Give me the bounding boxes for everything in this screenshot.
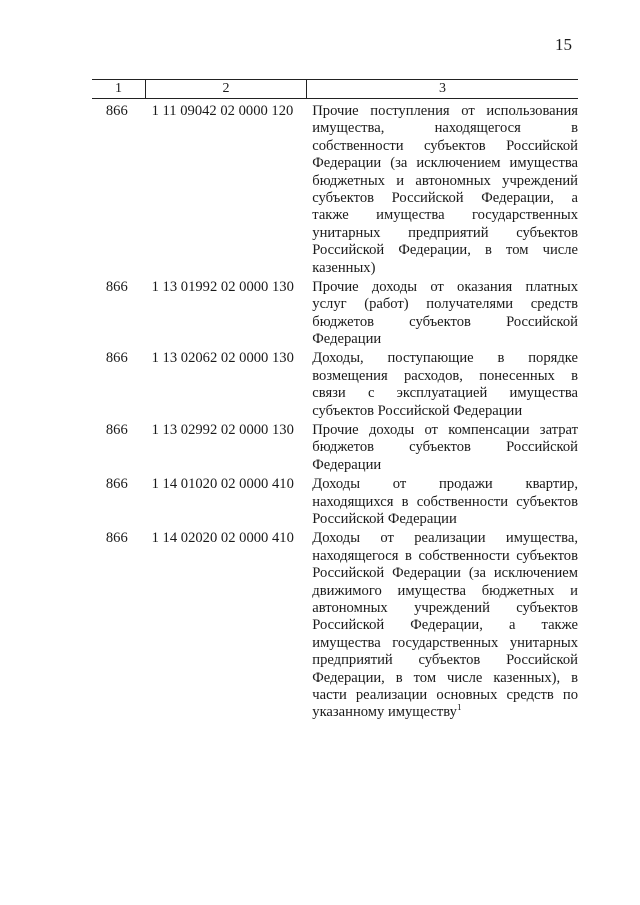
description-text: Российской Федерации, в том числе <box>312 242 578 259</box>
description-line <box>312 138 578 155</box>
footnote-marker: 1 <box>456 704 462 713</box>
description-text: субъектов Российской Федерации <box>312 402 523 419</box>
revenue-code-cell: 1 13 01992 02 0000 130 <box>151 278 294 295</box>
header-col-2: 2 <box>146 80 307 98</box>
description-line <box>312 439 578 456</box>
admin-code-cell: 866 <box>105 476 128 493</box>
revenue-code-cell: 1 14 02020 02 0000 410 <box>151 530 294 547</box>
description-line <box>312 314 578 331</box>
description-cell <box>312 422 578 474</box>
description-text: Федерации <box>312 331 382 348</box>
table-row <box>92 279 578 349</box>
admin-code-cell: 866 <box>105 350 128 367</box>
description-text: Российской Федерации <box>312 510 457 527</box>
admin-code-cell: 866 <box>105 103 128 119</box>
description-line <box>312 457 578 474</box>
description-line <box>312 670 578 687</box>
table-row <box>92 350 578 420</box>
description-text: унитарных предприятий субъектов <box>312 224 578 241</box>
description-cell <box>312 530 578 721</box>
revenue-code-cell: 1 13 02992 02 0000 130 <box>151 422 294 439</box>
description-cell <box>312 279 578 349</box>
description-line <box>312 279 578 296</box>
table-header <box>92 79 578 99</box>
admin-code-cell: 866 <box>105 422 128 439</box>
description-text: бюджетов субъектов Российской <box>312 313 578 330</box>
description-text: Федерации (за исключением имущества <box>312 155 578 172</box>
description-text: Прочие поступления от использования <box>312 103 578 119</box>
table-row <box>92 530 578 721</box>
admin-code-cell: 866 <box>105 278 128 295</box>
description-line <box>312 422 578 439</box>
description-text: услуг (работ) получателями средств <box>312 296 578 313</box>
revenue-code-cell: 1 11 09042 02 0000 120 <box>151 103 294 119</box>
description-line <box>312 368 578 385</box>
description-line <box>312 190 578 207</box>
description-text: Прочие доходы от оказания платных <box>312 278 578 295</box>
description-cell <box>312 103 578 277</box>
description-line <box>312 207 578 224</box>
description-cell <box>312 350 578 420</box>
description-text: собственности субъектов Российской <box>312 137 578 154</box>
description-text: части реализации основных средств по <box>312 686 578 703</box>
description-text: Российской Федерации (за исключением <box>312 565 578 582</box>
description-line <box>312 494 578 511</box>
description-text: предприятий субъектов Российской <box>312 652 578 669</box>
description-text: движимого имущества бюджетных и <box>312 582 578 599</box>
description-line <box>312 225 578 242</box>
description-line <box>312 530 578 547</box>
description-text: также имущества государственных <box>312 207 578 224</box>
description-line <box>312 476 578 493</box>
description-line <box>312 296 578 313</box>
description-text: Доходы от реализации имущества, <box>312 530 578 547</box>
revenue-code-cell: 1 14 01020 02 0000 410 <box>151 476 294 493</box>
description-line <box>312 687 578 704</box>
description-line <box>312 120 578 137</box>
description-line <box>312 155 578 172</box>
description-line <box>312 331 578 348</box>
description-text: субъектов Российской Федерации, а <box>312 189 578 206</box>
description-line <box>312 260 578 277</box>
description-line <box>312 583 578 600</box>
description-text: Прочие доходы от компенсации затрат <box>312 422 578 439</box>
description-text: автономных учреждений субъектов <box>312 599 578 616</box>
description-line <box>312 617 578 634</box>
description-text: казенных) <box>312 259 376 276</box>
description-line <box>312 565 578 582</box>
description-line <box>312 704 578 721</box>
description-line <box>312 652 578 669</box>
revenue-code-cell: 1 13 02062 02 0000 130 <box>151 350 294 367</box>
description-text: бюджетов субъектов Российской <box>312 439 578 456</box>
description-text: Доходы, поступающие в порядке <box>312 350 578 367</box>
description-text: Российской Федерации, а также <box>312 617 578 634</box>
description-text: указанному имуществу <box>312 704 457 721</box>
description-line <box>312 548 578 565</box>
description-text: Федерации, в том числе казенных), в <box>312 669 578 686</box>
description-text: имущества государственных унитарных <box>312 634 578 651</box>
description-cell <box>312 476 578 528</box>
description-line <box>312 242 578 259</box>
table-body <box>92 103 578 722</box>
page-number: 15 <box>555 35 572 54</box>
description-line <box>312 635 578 652</box>
header-col-1: 1 <box>92 80 146 98</box>
table-row <box>92 476 578 528</box>
description-line <box>312 600 578 617</box>
header-col-3: 3 <box>439 81 446 96</box>
description-text: возмещения расходов, понесенных в <box>312 367 578 384</box>
description-line <box>312 173 578 190</box>
description-text: имущества, находящегося в <box>312 120 578 137</box>
description-line <box>312 511 578 528</box>
description-line <box>312 350 578 367</box>
description-text: бюджетных и автономных учреждений <box>312 172 578 189</box>
description-line <box>312 103 578 120</box>
table-row <box>92 422 578 474</box>
description-text: находящегося в собственности субъектов <box>312 547 578 564</box>
description-line <box>312 403 578 420</box>
table-row <box>92 103 578 277</box>
description-text: связи с эксплуатацией имущества <box>312 385 578 402</box>
admin-code-cell: 866 <box>105 530 128 547</box>
description-text: Федерации <box>312 456 382 473</box>
description-text: находящихся в собственности субъектов <box>312 493 578 510</box>
description-text: Доходы от продажи квартир, <box>312 476 578 493</box>
description-line <box>312 385 578 402</box>
